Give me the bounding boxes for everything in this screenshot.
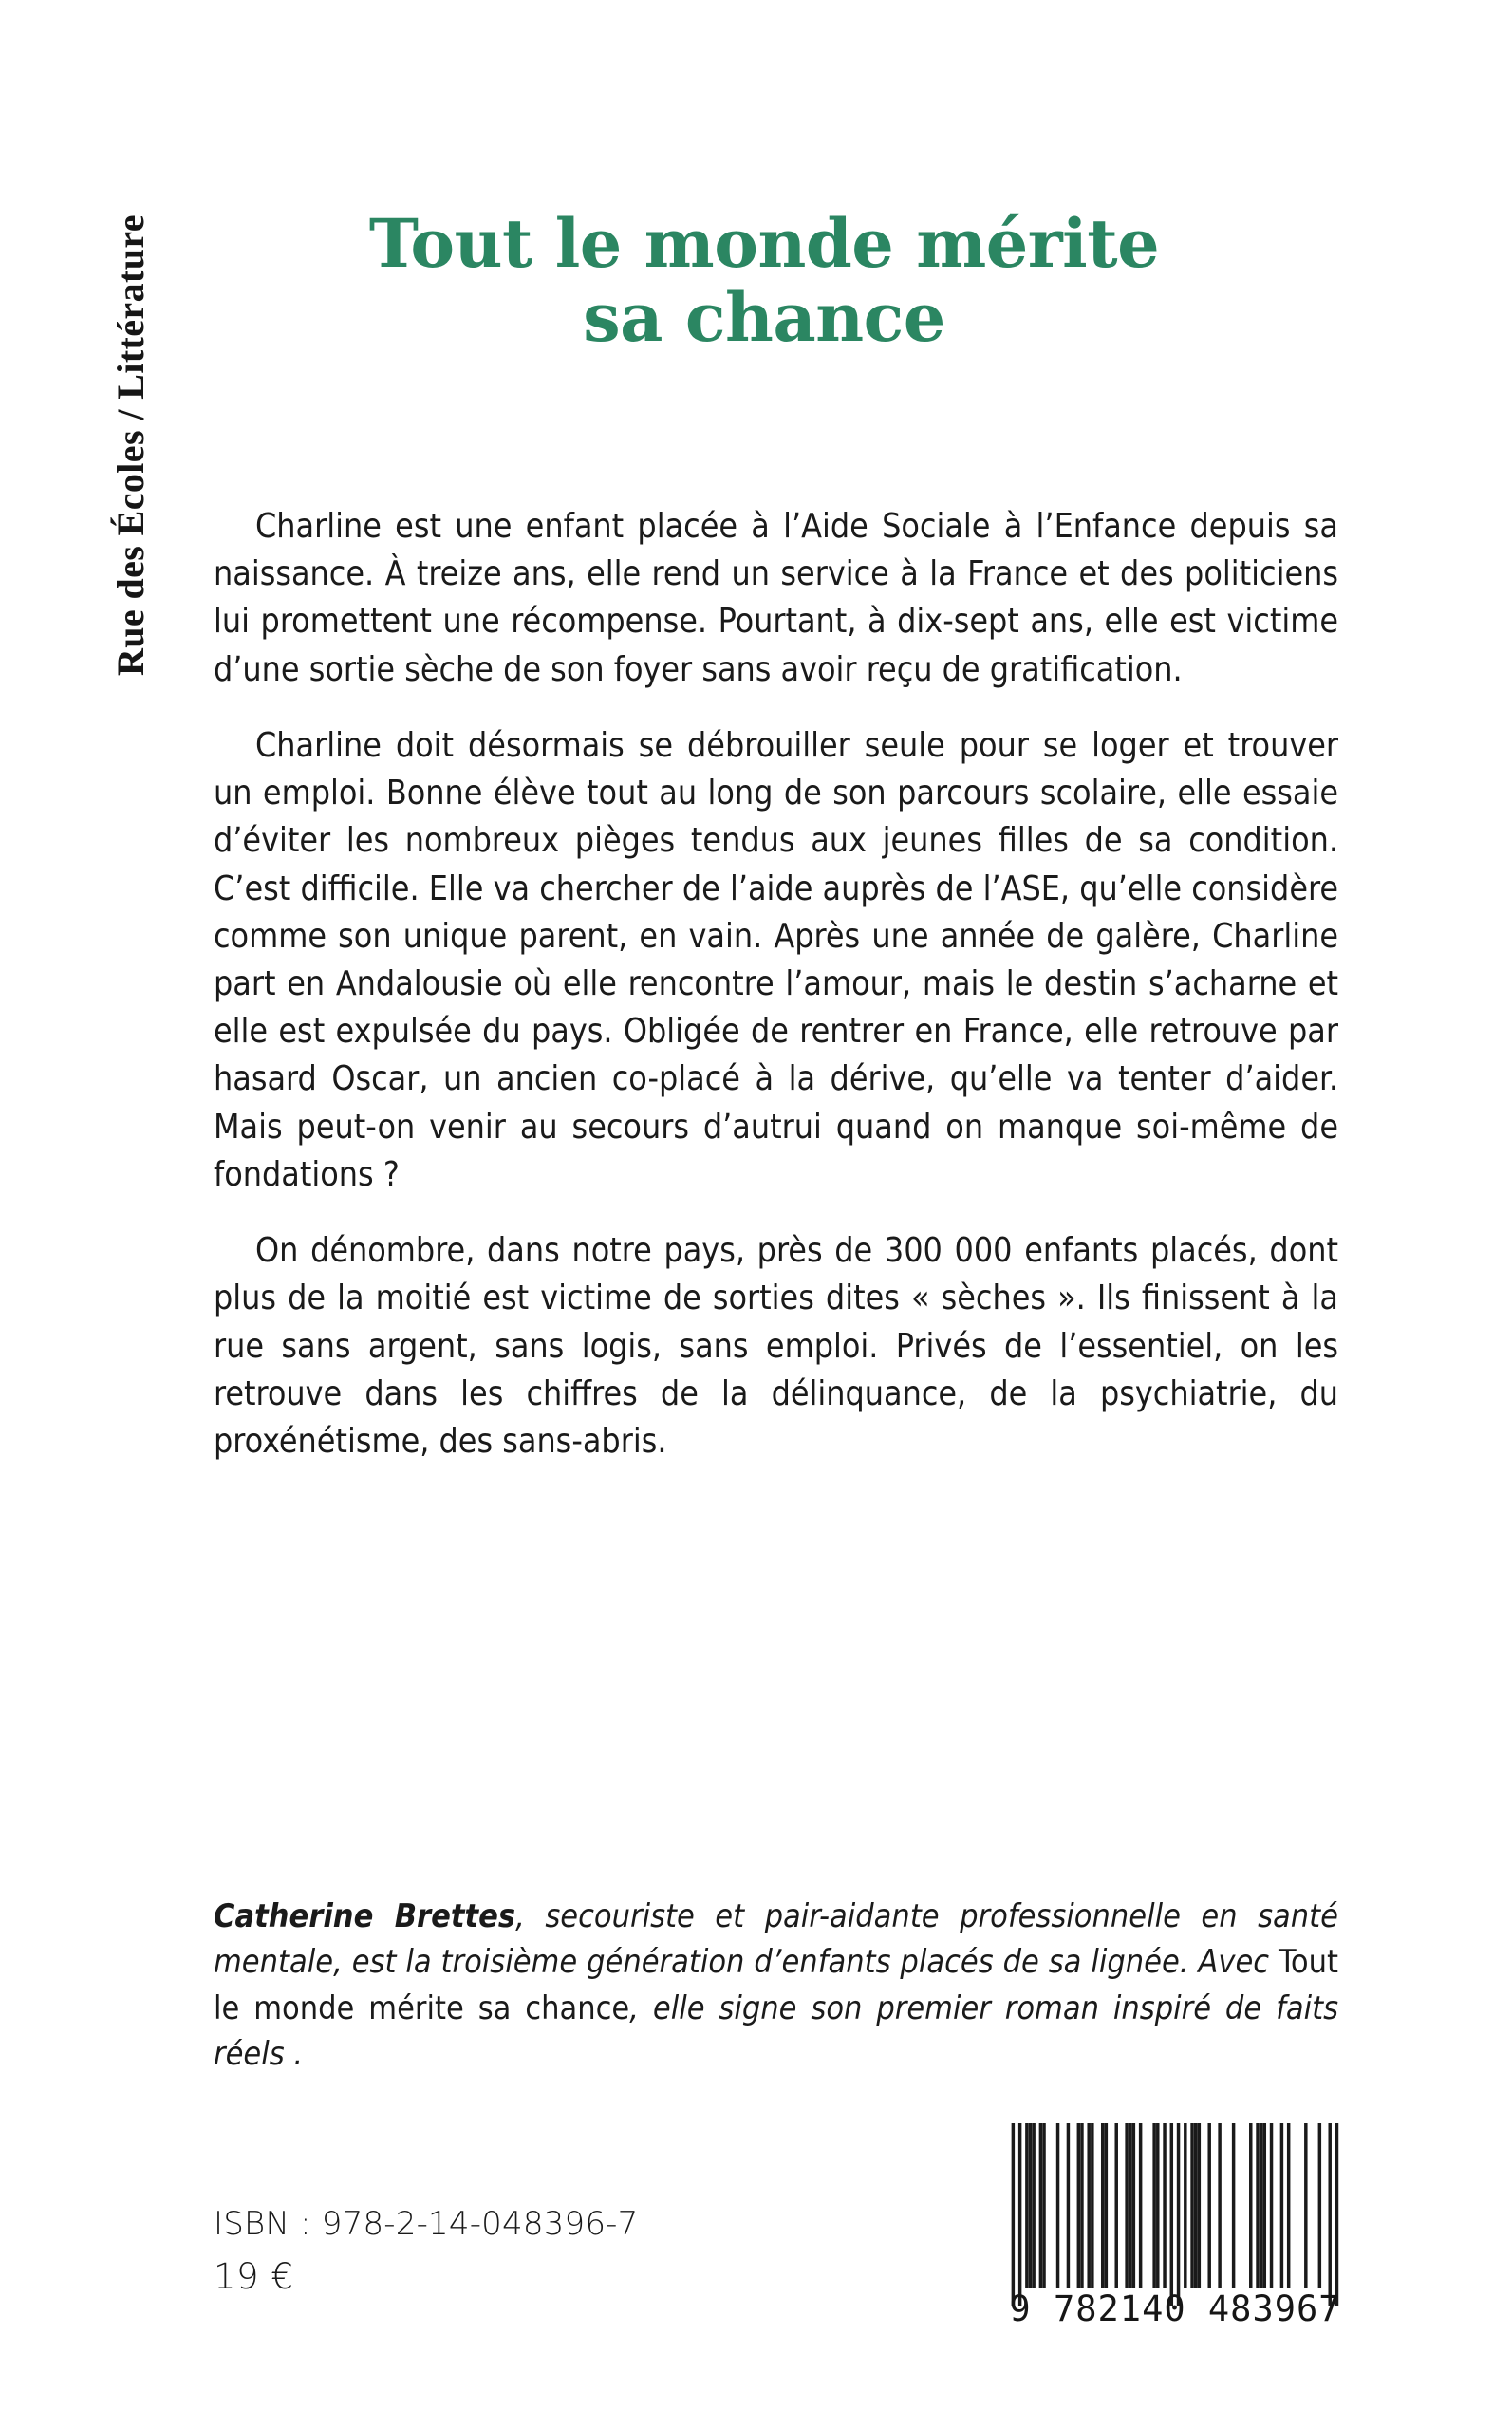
page-title <box>199 204 1329 358</box>
author-biography <box>214 1894 1338 2077</box>
barcode <box>1008 2110 1342 2362</box>
bio-segment-2: , elle signe son premier roman inspiré de faits réels . <box>214 1989 1339 2073</box>
barcode-digits: 9 782140 483967 <box>1009 2288 1341 2329</box>
bio-work-title: Tout le monde mérite sa chance <box>214 1943 1338 2027</box>
price-text: 19 € <box>214 2255 294 2297</box>
blurb-paragraph: Charline doit désormais se débrouiller seule pour se loger et trouver un emploi. Bonne élève tout au long de son parcours scolaire, elle essaie d’éviter les nombreux pièges tendus aux jeunes filles de sa condition. C’est difficile. Elle va chercher de l’aide auprès de l’ASE, qu’elle considère comme son unique parent, en vain. Après une année de galère, Charline part en Andalousie où elle rencontre l’amour, mais le destin s’acharne et elle est expulsée du pays. Obligée de rentrer en France, elle retrouve par hasard Oscar, un ancien co-placé à la dérive, qu’elle va tenter d’aider. Mais peut-on venir au secours d’autrui quand on manque soi-même de fondations ? <box>214 725 1338 1194</box>
title-line-1: Tout le monde mérite <box>368 204 1160 283</box>
bio-segment-1: , secouriste et pair-aidante professionnelle en santé mentale, est la troisième génération d’enfants placés de sa lignée. Avec <box>214 1897 1338 1982</box>
collection-strip <box>0 0 180 721</box>
blurb-paragraph: On dénombre, dans notre pays, près de 300 000 enfants placés, dont plus de la moitié est victime de sorties dites « sèches ». Ils finissent à la rue sans argent, sans logis, sans emploi. Privés de l’essentiel, on les retrouve dans les chiffres de la délinquance, de la psychiatrie, du proxénétisme, des sans-abris. <box>214 1231 1338 1461</box>
blurb-text <box>214 503 1338 1466</box>
blurb-paragraph: Charline est une enfant placée à l’Aide Sociale à l’Enfance depuis sa naissance. À treize ans, elle rend un service à la France et des politiciens lui promettent une récompense. Pourtant, à dix-sept ans, elle est victime d’une sortie sèche de son foyer sans avoir reçu de gratification. <box>214 507 1338 689</box>
author-name: Catherine Brettes <box>214 1897 516 1935</box>
isbn-text: ISBN : 978-2-14-048396-7 <box>214 2205 639 2243</box>
collection-label: Rue des Écoles / Littérature <box>109 215 152 676</box>
title-line-2: sa chance <box>583 278 945 358</box>
isbn-price-block <box>214 2202 638 2301</box>
